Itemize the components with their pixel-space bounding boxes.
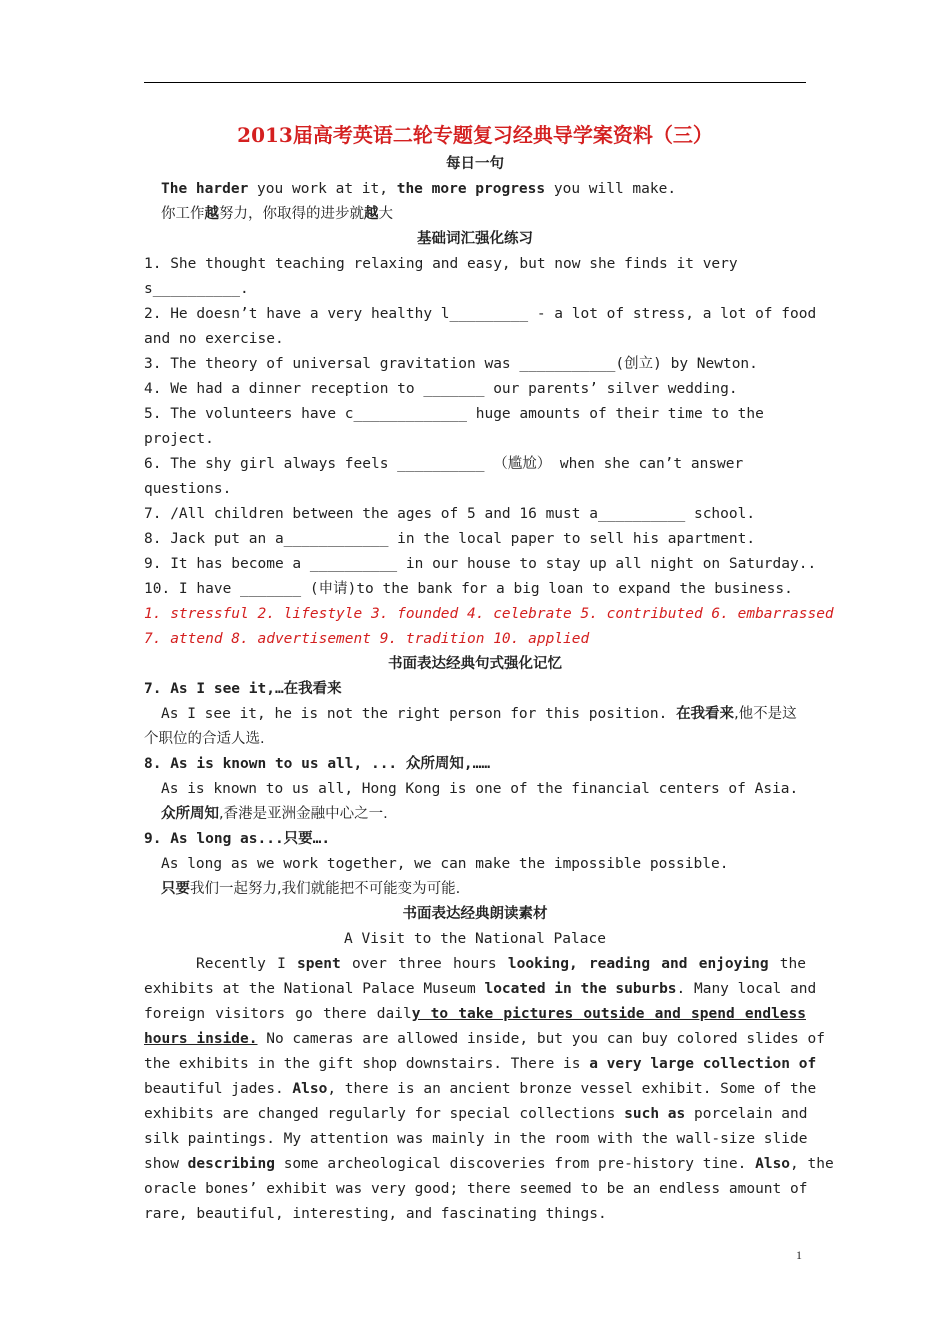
pattern-8-cn <box>144 802 806 827</box>
document-title: 2013届高考英语二轮专题复习经典导学案资料（三） <box>237 123 713 147</box>
pattern-8-en: As is known to us all, Hong Kong is one of the financial centers of Asia. <box>161 781 799 797</box>
reading-bold: such as <box>624 1106 686 1122</box>
vocab-line: 1. She thought teaching relaxing and easy, but now she finds it very <box>144 256 738 272</box>
reading-underlined: hours inside. <box>144 1031 258 1047</box>
vocab-line: 7. /All children between the ages of 5 and 16 must a__________ school. <box>144 506 756 522</box>
daily-cn-3: 努力，你取得的进步就 <box>219 206 364 222</box>
daily-cn-4: 越 <box>364 206 379 222</box>
reading-bold: a very large collection of <box>589 1056 817 1072</box>
vocab-line: 2. He doesn’t have a very healthy l_________ - a lot of stress, a lot of food <box>144 306 817 322</box>
vocab-answers: 7. attend 8. advertisement 9. tradition 10. applied <box>144 631 590 647</box>
pattern-9-en: As long as we work together, we can make the impossible possible. <box>161 856 729 872</box>
patterns-heading: 书面表达经典句式强化记忆 <box>388 656 562 672</box>
reading-line <box>144 952 806 977</box>
daily-cn-2: 越 <box>204 206 219 222</box>
reading-line <box>144 1102 806 1127</box>
daily-cn-1: 你工作 <box>161 206 205 222</box>
reading-text: , the <box>790 1156 834 1172</box>
pattern-9-cn-bold: 只要 <box>161 881 190 897</box>
reading-text: the <box>768 956 806 972</box>
reading-text: . Many local and <box>676 981 817 997</box>
vocab-heading: 基础词汇强化练习 <box>417 231 533 247</box>
page-number: 1 <box>796 1248 802 1262</box>
daily-sentence-en <box>144 177 806 202</box>
reading-bold: looking, reading and enjoying <box>507 956 769 972</box>
pattern-8-cn-rest: ,香港是亚洲金融中心之一. <box>219 806 388 822</box>
daily-heading: 每日一句 <box>446 156 504 172</box>
vocab-line: 10. I have _______ (申请)to the bank for a big loan to expand the business. <box>144 581 793 597</box>
daily-cn-5: 大 <box>378 206 393 222</box>
reading-text: No cameras are allowed inside, but you can buy colored slides of <box>257 1031 825 1047</box>
reading-bold: spent <box>297 956 341 972</box>
reading-bold: describing <box>187 1156 275 1172</box>
daily-sentence-cn <box>144 202 806 227</box>
vocab-line: 8. Jack put an a____________ in the local paper to sell his apartment. <box>144 531 756 547</box>
reading-line <box>144 977 817 1002</box>
reading-text: Recently I <box>196 956 298 972</box>
reading-line <box>144 1077 817 1102</box>
reading-text: the exhibits in the gift shop downstairs. There is <box>144 1056 590 1072</box>
vocab-line: 5. The volunteers have c_____________ huge amounts of their time to the <box>144 406 764 422</box>
vocab-line: 4. We had a dinner reception to _______ our parents’ silver wedding. <box>144 381 738 397</box>
pattern-7-cn: ,他不是这 <box>734 706 797 722</box>
daily-en-bold-3: the more progress <box>396 181 546 197</box>
reading-text: porcelain and <box>685 1106 808 1122</box>
pattern-7-en: As I see it, he is not the right person for this position. <box>161 706 677 722</box>
reading-bold: Also <box>755 1156 791 1172</box>
pattern-7-cn-bold: 在我看来 <box>676 706 735 722</box>
reading-line: rare, beautiful, interesting, and fascinating things. <box>144 1206 607 1222</box>
reading-bold: Also <box>292 1081 328 1097</box>
vocab-line: 6. The shy girl always feels __________ （尴尬） when she can’t answer <box>144 456 744 472</box>
reading-text: foreign visitors go there dail <box>144 1006 412 1022</box>
vocab-line: project. <box>144 431 214 447</box>
reading-bold: located in the suburbs <box>484 981 677 997</box>
reading-line <box>144 1002 806 1027</box>
reading-line <box>144 1027 825 1052</box>
reading-text: beautiful jades. <box>144 1081 293 1097</box>
reading-text: exhibits at the National Palace Museum <box>144 981 485 997</box>
reading-text: over three hours <box>340 956 508 972</box>
reading-underlined: y to take pictures outside and spend endless <box>411 1006 806 1022</box>
vocab-line: s__________. <box>144 281 249 297</box>
pattern-7-cn-cont: 个职位的合适人选. <box>144 731 265 747</box>
pattern-7-title: 7. As I see it,…在我看来 <box>144 681 342 697</box>
daily-en-bold-1: The harder <box>161 181 249 197</box>
daily-en-4: you will make. <box>545 181 677 197</box>
pattern-8-cn-bold: 众所周知 <box>161 806 219 822</box>
pattern-9-title: 9. As long as...只要…. <box>144 831 331 847</box>
document-body <box>144 118 834 1227</box>
reading-text: , there is an ancient bronze vessel exhibit. Some of the <box>327 1081 817 1097</box>
reading-line: oracle bones’ exhibit was very good; there seemed to be an endless amount of <box>144 1181 808 1197</box>
pattern-9-cn-rest: 我们一起努力,我们就能把不可能变为可能. <box>190 881 461 897</box>
pattern-8-title: 8. As is known to us all, ... 众所周知,…… <box>144 756 491 772</box>
reading-heading: 书面表达经典朗读素材 <box>402 906 548 922</box>
reading-text: show <box>144 1156 188 1172</box>
pattern-7-example <box>144 702 806 727</box>
reading-line: silk paintings. My attention was mainly in the room with the wall-size slide <box>144 1131 808 1147</box>
vocab-answers: 1. stressful 2. lifestyle 3. founded 4. celebrate 5. contributed 6. embarrassed <box>144 606 834 622</box>
vocab-line: and no exercise. <box>144 331 284 347</box>
vocab-line: questions. <box>144 481 232 497</box>
vocab-line: 9. It has become a __________ in our house to stay up all night on Saturday.. <box>144 556 817 572</box>
reading-subtitle: A Visit to the National Palace <box>344 931 606 947</box>
daily-en-2: you work at it, <box>248 181 397 197</box>
reading-line <box>144 1052 817 1077</box>
reading-text: exhibits are changed regularly for special collections <box>144 1106 625 1122</box>
reading-text: some archeological discoveries from pre-history tine. <box>274 1156 756 1172</box>
vocab-line: 3. The theory of universal gravitation was ___________(创立) by Newton. <box>144 356 758 372</box>
header-rule <box>144 82 806 83</box>
pattern-9-cn <box>144 877 806 902</box>
reading-line <box>144 1152 834 1177</box>
